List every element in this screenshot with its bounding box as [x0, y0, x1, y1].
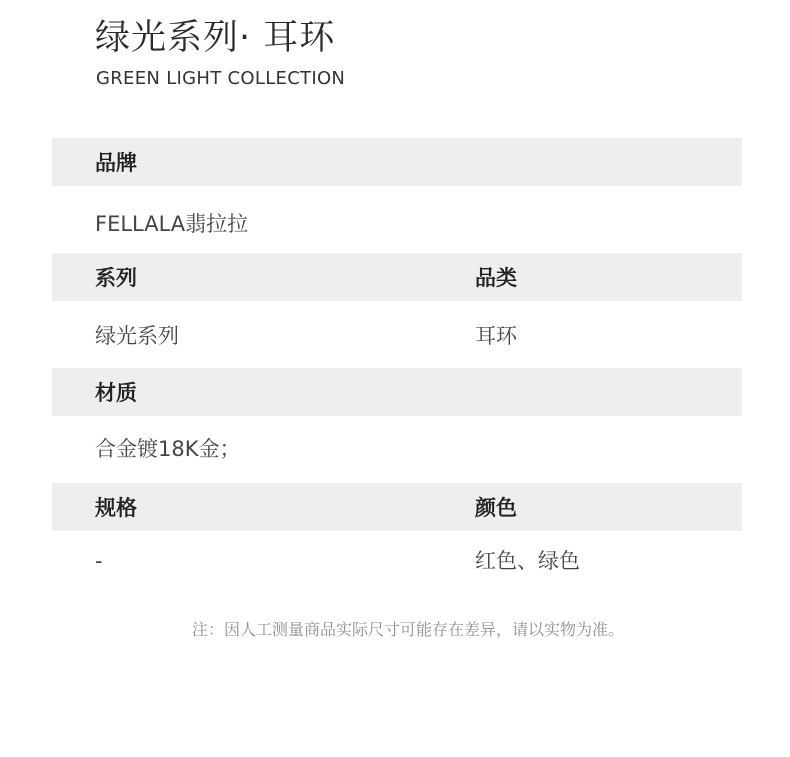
series-value: 绿光系列	[95, 324, 179, 348]
size-value: -	[95, 549, 103, 573]
size-label: 规格	[95, 496, 137, 520]
color-value: 红色、绿色	[475, 549, 580, 573]
page-title: 绿光系列· 耳环	[95, 18, 336, 58]
brand-header-band	[52, 138, 742, 186]
material-header-band	[52, 368, 742, 416]
series-category-header-band	[52, 253, 742, 301]
series-label: 系列	[95, 266, 137, 290]
color-label: 颜色	[475, 496, 517, 520]
category-value: 耳环	[475, 324, 517, 348]
category-label: 品类	[475, 266, 517, 290]
brand-value: FELLALA翡拉拉	[95, 212, 249, 236]
size-color-header-band	[52, 483, 742, 531]
measurement-note: 注：因人工测量商品实际尺寸可能存在差异，请以实物为准。	[191, 620, 624, 639]
page-subtitle: GREEN LIGHT COLLECTION	[96, 68, 346, 89]
material-value: 合金镀18K金；	[95, 437, 241, 461]
brand-label: 品牌	[95, 151, 137, 175]
material-label: 材质	[95, 381, 137, 405]
